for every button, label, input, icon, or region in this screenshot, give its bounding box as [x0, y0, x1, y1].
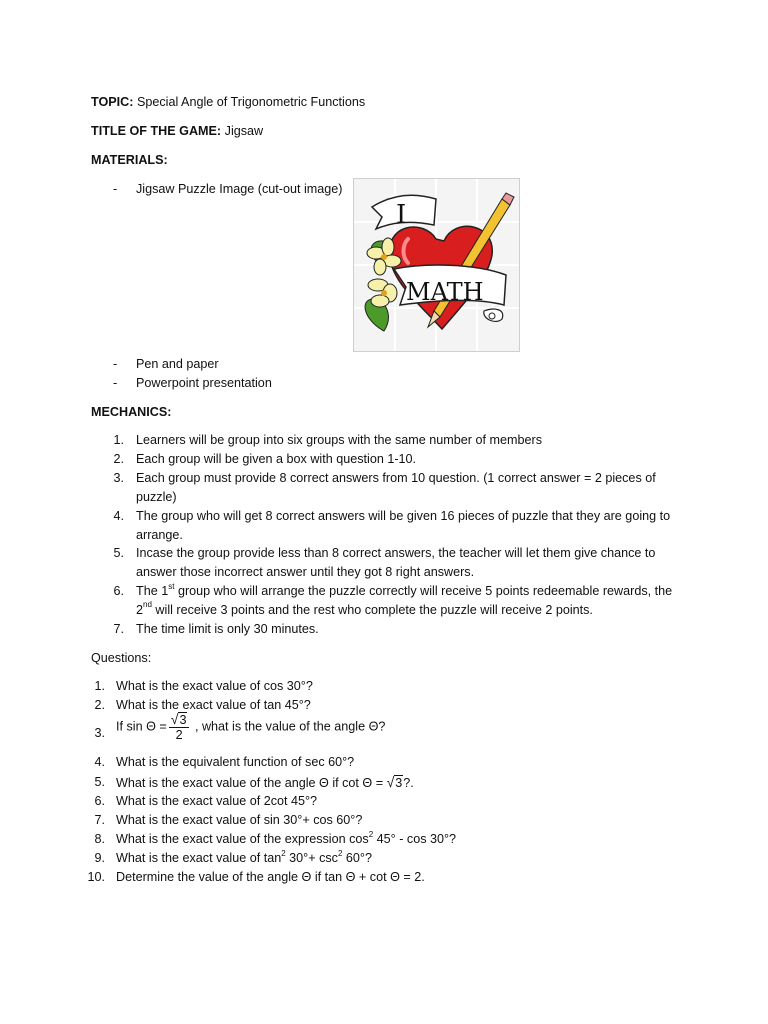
materials-heading: MATERIALS:	[91, 153, 168, 167]
image-letter-i: I	[396, 200, 407, 230]
materials-item-label: Jigsaw Puzzle Image (cut-out image)	[136, 182, 343, 196]
sqrt3: √3	[386, 774, 403, 790]
materials-item: - Pen and paper	[113, 357, 219, 371]
materials-item: - Jigsaw Puzzle Image (cut-out image)	[113, 182, 343, 196]
materials-item-label: Powerpoint presentation	[136, 376, 272, 390]
materials-item: - Powerpoint presentation	[113, 376, 272, 390]
sqrt-symbol: √	[386, 774, 395, 790]
materials-item-label: Pen and paper	[136, 357, 219, 371]
topic-value: Special Angle of Trigonometric Functions	[136, 95, 366, 109]
sqrt-symbol: √	[170, 711, 179, 727]
jigsaw-puzzle-image	[353, 178, 520, 352]
game-title-value: Jigsaw	[224, 124, 264, 138]
mechanics-heading: MECHANICS:	[91, 405, 172, 419]
game-title-line	[91, 123, 263, 139]
document-page: TOPIC: Special Angle of Trigonometric Functions TITLE OF THE GAME: Jigsaw MATERIALS: - Jigsaw Puzzle Image (cut-out image) I MATH - Pen and paper - Powerpoint presentation MECHANICS: 1. Learners will be group into six groups with the same number of members 2. Each group will be given a box with question 1-10. 3. Each group must provide 8 correct answers from 10 question. (1 correct answer = 2 pieces of puzzle) 4. The group who will get 8 correct answers will be given 16 pieces of puzzle that they are going to arrange. 5. Incase the group provide less than 8 correct answers, the teacher will let them give chance to answer those incorrect answer until they got 8 right answers. 6. The 1st group who will arrange the puzzle correctly will receive 5 points redeemable rewards, the 2nd will receive 3 points and the rest who complete the puzzle will receive 2 points. 7. The time limit is only 30 minutes. Questions: 1. What is the exact value of cos 30°? 2. What is the exact value of tan 45°? 3. If sin Θ = $\frac{√3}{2}$ , what is the value of the angle Θ? 4. What is the equivalent function of sec 60°? 5. What is the exact value of the angle Θ if cot Θ = √3?. 6. What is the exact value of 2cot 45°? 7. What is the exact value of sin 30°+ cos 60°? 8. What is the exact value of the expression $\cos^2 45^\circ$ - cos 30°? 9. What is the exact value of $\tan^2 30^\circ+ \csc^2 60^\circ$? 10. Determine the value of the angle Θ if tan Θ + cot Θ = 2.	[87, 95, 673, 884]
topic-label: TOPIC:	[91, 95, 134, 109]
questions-heading: Questions:	[91, 651, 152, 665]
image-word-math: MATH	[406, 278, 484, 306]
topic-line	[91, 94, 365, 110]
sqrt3-over-2-fraction: $\frac{√3}{2}$	[169, 712, 190, 742]
game-title-label: TITLE OF THE GAME:	[91, 124, 222, 138]
